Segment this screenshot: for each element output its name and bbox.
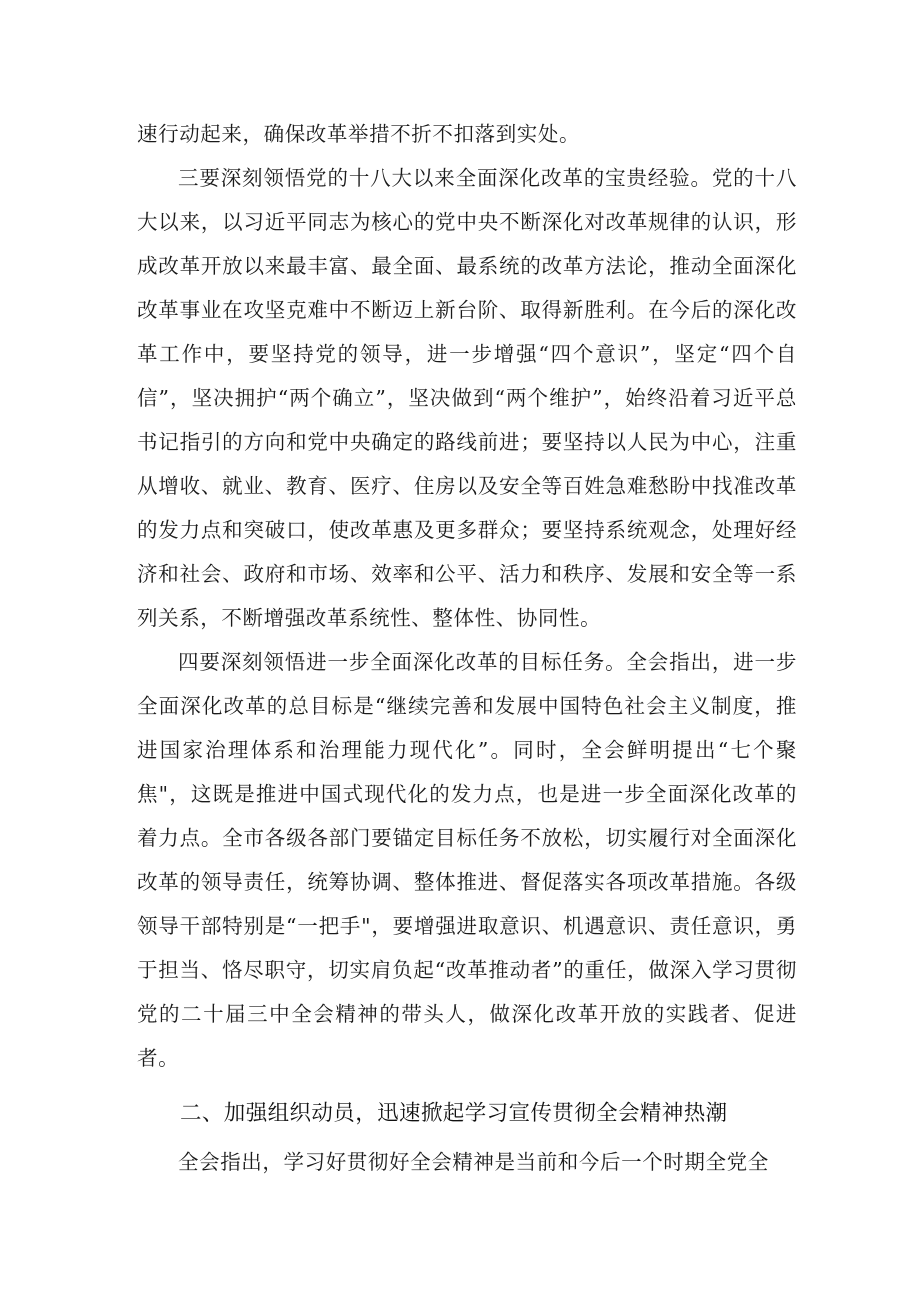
paragraph-third-point: 三要深刻领悟党的十八大以来全面深化改革的宝贵经验。党的十八大以来，以习近平同志为核心的党中央不断深化对改革规律的认识，形成改革开放以来最丰富、最全面、最系统的改革方法论，推动全面深化改革事业在攻坚克难中不断迈上新台阶、取得新胜利。在今后的深化改革工作中，要坚持党的领导，进一步增强“四个意识”，坚定“四个自信”，坚决拥护“两个确立”，坚决做到“两个维护”，始终沿着习近平总书记指引的方向和党中央确定的路线前进；要坚持以人民为中心，注重从增收、就业、教育、医疗、住房以及安全等百姓急难愁盼中找准改革的发力点和突破口，使改革惠及更多群众；要坚持系统观念，处理好经济和社会、政府和市场、效率和公平、活力和秩序、发展和安全等一系列关系，不断增强改革系统性、整体性、协同性。 bbox=[137, 166, 797, 630]
paragraph-closing: 全会指出，学习好贯彻好全会精神是当前和今后一个时期全党全 bbox=[178, 1150, 769, 1174]
document-body bbox=[137, 112, 797, 1184]
section-heading: 二、加强组织动员，迅速掀起学习宣传贯彻全会精神热潮 bbox=[180, 1101, 728, 1126]
paragraph-continuation: 速行动起来，确保改革举措不折不扣落到实处。 bbox=[137, 122, 581, 146]
paragraph-fourth-point: 四要深刻领悟进一步全面深化改革的目标任务。全会指出，进一步全面深化改革的总目标是“继续完善和发展中国特色社会主义制度，推进国家治理体系和治理能力现代化”。同时，全会鲜明提出“七个聚焦"，这既是推进中国式现代化的发力点，也是进一步全面深化改革的着力点。全市各级各部门要锚定目标任务不放松，切实履行对全面深化改革的领导责任，统筹协调、整体推进、督促落实各项改革措施。各级领导干部特别是“一把手"，要增强进取意识、机遇意识、责任意识，勇于担当、恪尽职守，切实肩负起“改革推动者”的重任，做深入学习贯彻党的二十届三中全会精神的带头人，做深化改革开放的实践者、促进者。 bbox=[137, 650, 797, 1070]
